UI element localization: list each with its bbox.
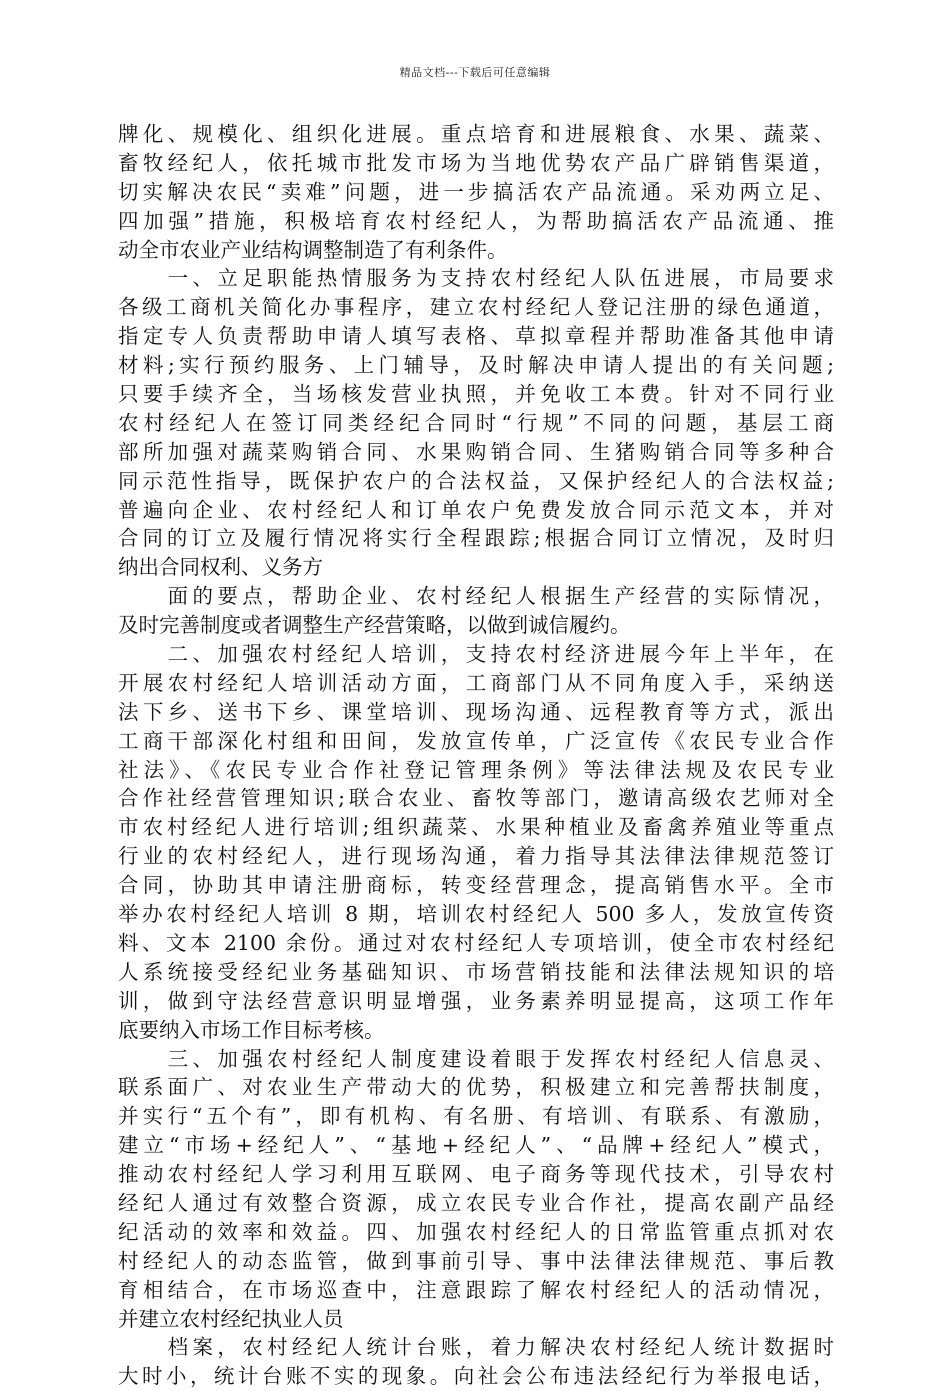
- text-line: 开展农村经纪人培训活动方面，工商部门从不同角度入手，采纳送: [118, 670, 834, 695]
- text-line: 村经纪人的动态监管，做到事前引导、事中法律法律规范、事后教: [118, 1248, 834, 1273]
- text-line: 只要手续齐全，当场核发营业执照，并免收工本费。针对不同行业: [118, 382, 834, 407]
- text-line: 三、加强农村经纪人制度建设着眼于发挥农村经纪人信息灵、: [118, 1046, 834, 1071]
- text-line: 农村经纪人在签订同类经纪合同时“行规”不同的问题，基层工商: [118, 410, 834, 435]
- text-line: 畜牧经纪人，依托城市批发市场为当地优势农产品广辟销售渠道，: [118, 150, 834, 175]
- text-line: 建立“市场+经纪人”、“基地+经纪人”、“品牌+经纪人”模式，: [118, 1133, 834, 1158]
- text-line: 指定专人负责帮助申请人填写表格、草拟章程并帮助准备其他申请: [118, 324, 834, 349]
- text-line: 牌化、规模化、组织化进展。重点培育和进展粮食、水果、蔬菜、: [118, 122, 834, 146]
- text-line: 市农村经纪人进行培训;组织蔬菜、水果种植业及畜禽养殖业等重点: [118, 815, 834, 840]
- document-body: [118, 120, 834, 1391]
- text-line: 人系统接受经纪业务基础知识、市场营销技能和法律法规知识的培: [118, 959, 834, 984]
- text-line: 切实解决农民“卖难”问题，进一步搞活农产品流通。采劝两立足、: [118, 179, 834, 204]
- text-line: 法下乡、送书下乡、课堂培训、现场沟通、远程教育等方式，派出: [118, 699, 834, 724]
- text-line: 推动农村经纪人学习利用互联网、电子商务等现代技术，引导农村: [118, 1162, 834, 1187]
- text-line: 动全市农业产业结构调整制造了有利条件。: [118, 237, 508, 262]
- text-line: 档案，农村经纪人统计台账，着力解决农村经纪人统计数据时: [118, 1335, 834, 1360]
- text-line: 合同，协助其申请注册商标，转变经营理念，提高销售水平。全市: [118, 873, 834, 898]
- text-line: 四加强”措施，积极培育农村经纪人，为帮助搞活农产品流通、推: [118, 208, 834, 233]
- text-line: 面的要点，帮助企业、农村经纪人根据生产经营的实际情况，: [118, 584, 834, 609]
- text-line: 育相结合，在市场巡查中，注意跟踪了解农村经纪人的活动情况，: [118, 1277, 834, 1302]
- text-line: 底要纳入市场工作目标考核。: [118, 1017, 385, 1042]
- text-line: 联系面广、对农业生产带动大的优势，积极建立和完善帮扶制度，: [118, 1075, 834, 1100]
- text-line: 材料;实行预约服务、上门辅导，及时解决申请人提出的有关问题;: [118, 353, 834, 378]
- text-line: 大时小，统计台账不实的现象。向社会公布违法经纪行为举报电话，: [118, 1364, 834, 1389]
- text-line: 社法》、《农民专业合作社登记管理条例》等法律法规及农民专业: [118, 757, 834, 782]
- text-line: 各级工商机关简化办事程序，建立农村经纪人登记注册的绿色通道，: [118, 295, 834, 320]
- text-line: 合作社经营管理知识;联合农业、畜牧等部门，邀请高级农艺师对全: [118, 786, 834, 811]
- text-line: 行业的农村经纪人，进行现场沟通，着力指导其法律法律规范签订: [118, 844, 834, 869]
- text-line: 料、文本 2100 余份。通过对农村经纪人专项培训，使全市农村经纪: [118, 930, 834, 955]
- text-line: 工商干部深化村组和田间，发放宣传单，广泛宣传《农民专业合作: [118, 728, 834, 753]
- text-line: 并实行“五个有”，即有机构、有名册、有培训、有联系、有激励，: [118, 1104, 834, 1129]
- text-line: 并建立农村经纪执业人员: [118, 1306, 344, 1331]
- text-line: 同示范性指导，既保护农户的合法权益，又保护经纪人的合法权益;: [118, 468, 834, 493]
- text-line: 普遍向企业、农村经纪人和订单农户免费发放合同示范文本，并对: [118, 497, 834, 522]
- text-line: 训，做到守法经营意识明显增强，业务素养明显提高，这项工作年: [118, 988, 834, 1013]
- page-header: 精品文档---下载后可任意编辑: [399, 66, 551, 79]
- text-line: 一、立足职能热情服务为支持农村经纪人队伍进展，市局要求: [118, 266, 834, 291]
- text-line: 经纪人通过有效整合资源，成立农民专业合作社，提高农副产品经: [118, 1190, 834, 1215]
- text-line: 纪活动的效率和效益。四、加强农村经纪人的日常监管重点抓对农: [118, 1219, 834, 1244]
- text-line: 合同的订立及履行情况将实行全程跟踪;根据合同订立情况，及时归: [118, 526, 834, 551]
- text-line: 纳出合同权利、义务方: [118, 555, 323, 580]
- text-line: 二、加强农村经纪人培训，支持农村经济进展今年上半年，在: [118, 642, 834, 667]
- text-line: 及时完善制度或者调整生产经营策略，以做到诚信履约。: [118, 613, 631, 638]
- text-line: 举办农村经纪人培训 8 期，培训农村经纪人 500 多人，发放宣传资: [118, 902, 834, 927]
- text-line: 部所加强对蔬菜购销合同、水果购销合同、生猪购销合同等多种合: [118, 439, 834, 464]
